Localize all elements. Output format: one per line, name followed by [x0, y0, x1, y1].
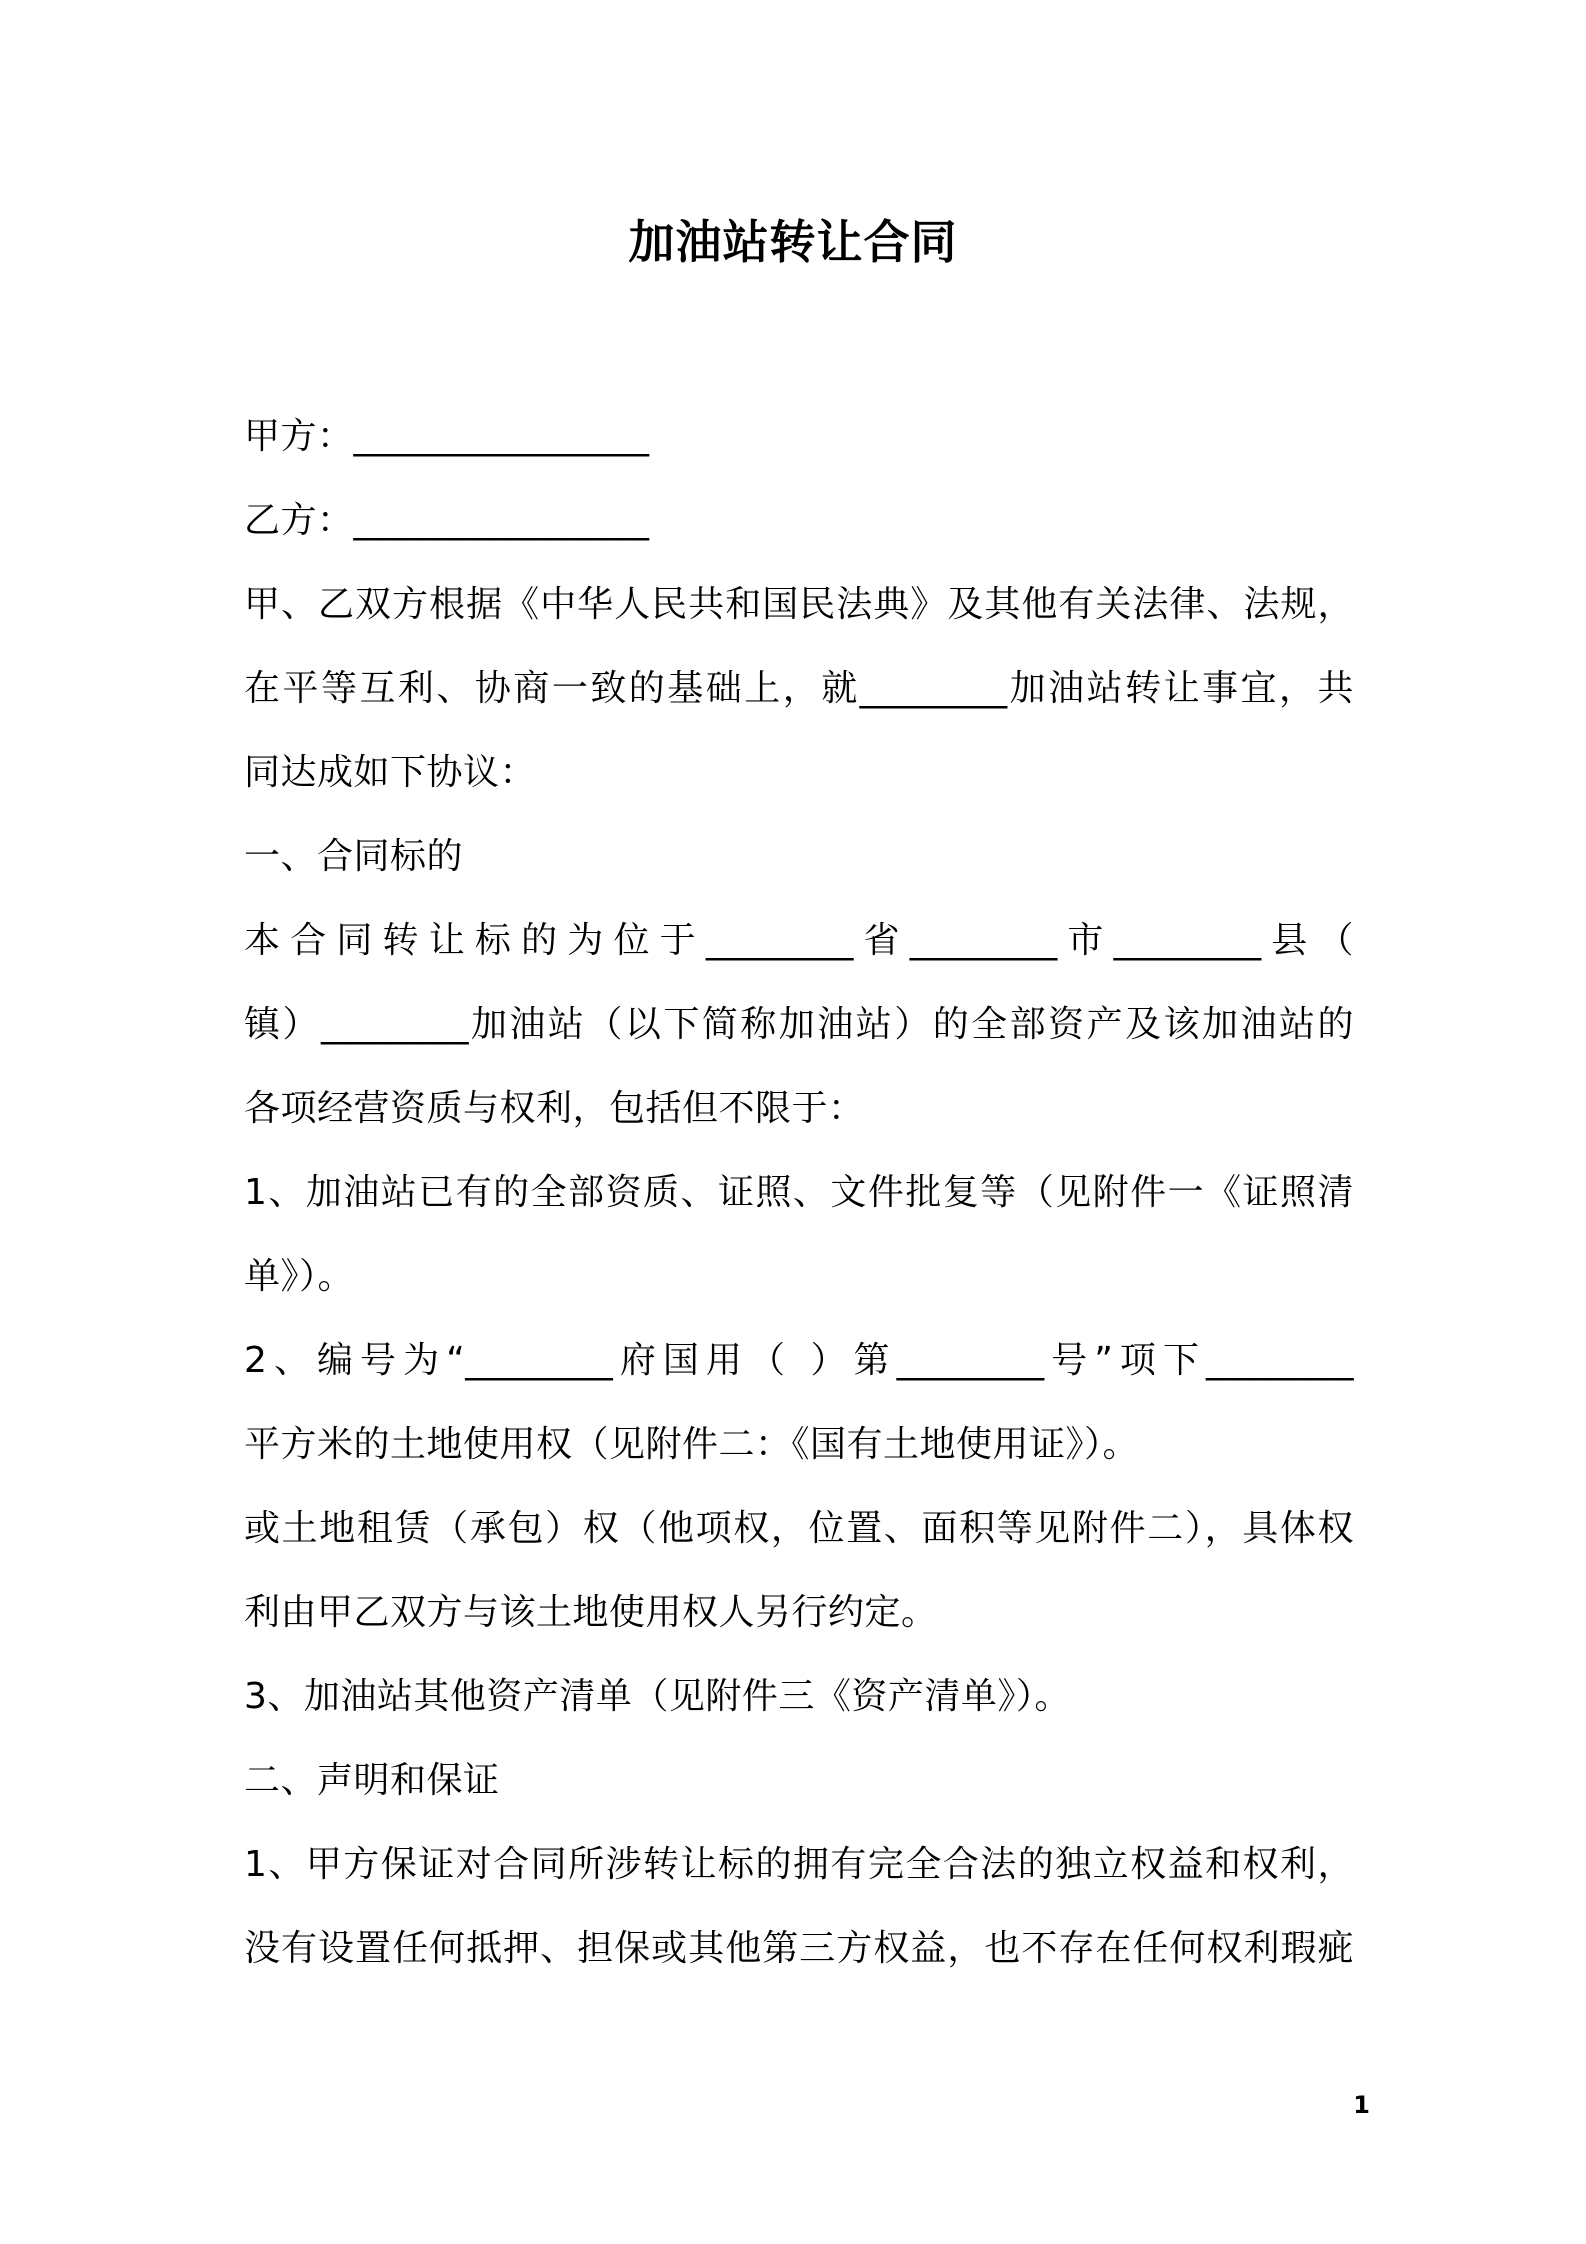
section-heading: 一、合同标的	[244, 836, 464, 877]
party-a-line: 甲方：________________	[244, 416, 650, 457]
text-line: 本合同转让标的为位于________省________市________县（	[244, 920, 1354, 961]
clause-line: 2、编号为“________府国用（ ）第________号”项下________	[244, 1340, 1354, 1381]
section-heading: 二、声明和保证	[244, 1760, 500, 1801]
text-line: 或土地租赁（承包）权（他项权，位置、面积等见附件二），具体权	[244, 1508, 1354, 1549]
text-line: 各项经营资质与权利，包括但不限于：	[244, 1088, 865, 1129]
clause-line: 1、甲方保证对合同所涉转让标的拥有完全合法的独立权益和权利，	[244, 1844, 1354, 1885]
page-number: 1	[1353, 2091, 1370, 2119]
document-title: 加油站转让合同	[628, 215, 958, 269]
text-line: 甲、乙双方根据《中华人民共和国民法典》及其他有关法律、法规，	[244, 584, 1354, 625]
clause-line: 没有设置任何抵押、担保或其他第三方权益，也不存在任何权利瑕疵	[244, 1928, 1354, 1969]
party-b-line: 乙方：________________	[244, 500, 650, 541]
text-line: 同达成如下协议：	[244, 752, 537, 793]
clause-line: 平方米的土地使用权（见附件二：《国有土地使用证》）。	[244, 1424, 1140, 1465]
text-line: 在平等互利、协商一致的基础上，就________加油站转让事宜，共	[244, 668, 1354, 709]
text-line: 利由甲乙双方与该土地使用权人另行约定。	[244, 1592, 938, 1633]
clause-line: 1、加油站已有的全部资质、证照、文件批复等（见附件一《证照清	[244, 1172, 1354, 1213]
clause-line: 3、加油站其他资产清单（见附件三《资产清单》）。	[244, 1676, 1071, 1717]
text-line: 镇）________加油站（以下简称加油站）的全部资产及该加油站的	[244, 1004, 1354, 1045]
clause-line: 单》）。	[244, 1256, 355, 1297]
